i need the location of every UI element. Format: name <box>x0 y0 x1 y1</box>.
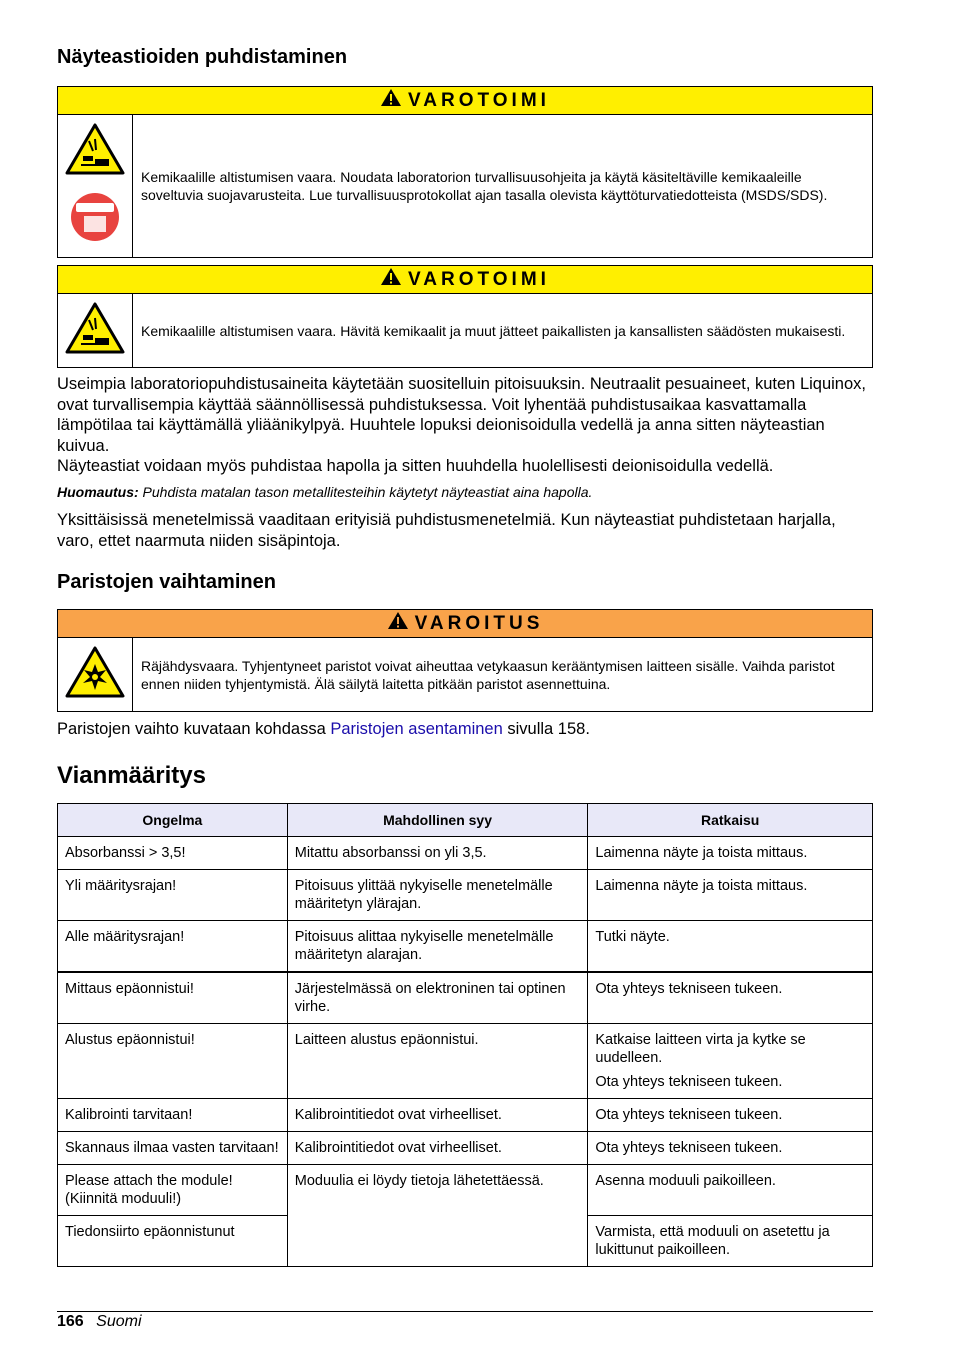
chemical-hazard-icon <box>65 123 125 180</box>
note <box>57 484 592 500</box>
caution-icons-1 <box>58 115 133 257</box>
table-cell-problem: Tiedonsiirto epäonnistunut <box>58 1216 288 1267</box>
caution-text-2: Kemikaalille altistumisen vaara. Hävitä kemikaalit ja muut jätteet paikallisten ja kansallisten säädösten mukaisesti. <box>141 322 846 339</box>
caution-text-1: Kemikaalille altistumisen vaara. Noudata laboratorion turvallisuusohjeita ja käytä käsiteltäville kemikaaleille soveltuvia suojavarusteita. Lue turvallisuusprotokollat ajan tasalla olevista käyttöturvatiedotteista (MSDS/SDS). <box>141 169 828 203</box>
table-cell-cause: Mitattu absorbanssi on yli 3,5. <box>287 837 588 870</box>
table-cell-solution: Varmista, että moduuli on asetettu ja lukittunut paikoilleen. <box>588 1216 873 1267</box>
column-header-problem: Ongelma <box>58 804 288 837</box>
table-row <box>58 1024 873 1099</box>
table-cell-problem: Yli määritysrajan! <box>58 870 288 921</box>
caution-box-1 <box>57 86 873 258</box>
warning-triangle-icon <box>380 267 402 292</box>
reference-text-post: sivulla 158. <box>502 720 590 738</box>
table-cell-problem: Mittaus epäonnistui! <box>58 972 288 1024</box>
footer-language: Suomi <box>96 1313 142 1330</box>
warning-triangle-icon <box>380 88 402 113</box>
caution-box-2 <box>57 265 873 368</box>
table-cell-cause: Pitoisuus ylittää nykyiselle menetelmälle määritetyn ylärajan. <box>287 870 588 921</box>
footer-divider <box>57 1311 873 1312</box>
table-cell-cause: Kalibrointitiedot ovat virheelliset. <box>287 1099 588 1132</box>
column-header-solution: Ratkaisu <box>588 804 873 837</box>
table-cell-cause: Järjestelmässä on elektroninen tai optinen virhe. <box>287 972 588 1024</box>
caution-label-2: VAROTOIMI <box>408 268 550 290</box>
paragraph-acid-cleaning: Näyteastiat voidaan myös puhdistaa hapolla ja sitten huuhdella huolellisesti deionisoidulla vedellä. <box>57 457 774 475</box>
table-row <box>58 1132 873 1165</box>
table-cell-solution: Ota yhteys tekniseen tukeen. <box>588 1132 873 1165</box>
note-text: Puhdista matalan tason metallitesteihin käytetyt näyteastiat aina hapolla. <box>138 484 593 500</box>
table-cell-solution: Ota yhteys tekniseen tukeen. <box>588 1099 873 1132</box>
paragraph-battery-reference <box>57 719 873 740</box>
table-cell-problem: Please attach the module! (Kiinnitä moduuli!) <box>58 1165 288 1216</box>
warning-label: VAROITUS <box>414 612 544 634</box>
troubleshooting-table <box>57 803 873 1267</box>
table-cell-problem: Alle määritysrajan! <box>58 921 288 973</box>
reference-text-pre: Paristojen vaihto kuvataan kohdassa <box>57 720 331 738</box>
table-cell-problem: Kalibrointi tarvitaan! <box>58 1099 288 1132</box>
table-cell-solution: Ota yhteys tekniseen tukeen. <box>588 972 873 1024</box>
battery-install-link[interactable]: Paristojen asentaminen <box>330 720 503 738</box>
table-row <box>58 870 873 921</box>
warning-text: Räjähdysvaara. Tyhjentyneet paristot voivat aiheuttaa vetykaasun kerääntymisen laitteen sisälle. Vaihda paristot ennen niiden tyhjentymistä. Älä säilytä laitetta pitkään paristot asennettuina. <box>141 657 835 692</box>
note-label: Huomautus: <box>57 484 139 500</box>
solution-step-1: Katkaise laitteen virta ja kytke se uudelleen. <box>595 1032 806 1066</box>
table-cell-cause: Kalibrointitiedot ovat virheelliset. <box>287 1132 588 1165</box>
section-title-cleaning: Näyteastioiden puhdistaminen <box>57 46 348 68</box>
table-row <box>58 1099 873 1132</box>
chemical-hazard-icon <box>65 302 125 359</box>
section-title-batteries: Paristojen vaihtaminen <box>57 571 276 593</box>
page-footer <box>57 1313 142 1331</box>
caution-label-1: VAROTOIMI <box>408 89 550 111</box>
warning-box <box>57 609 873 712</box>
face-shield-icon <box>70 188 120 249</box>
solution-step-2: Ota yhteys tekniseen tukeen. <box>595 1074 783 1090</box>
paragraph-cleaning-agents: Useimpia laboratoriopuhdistusaineita käytetään suositelluin pitoisuuksin. Neutraalit pesuaineet, kuten Liquinox, ovat turvallisempia käyttää säännöllisessä puhdistuksessa. Voit lyhentää puhdistusaikaa kasvattamalla lämpötilaa tai käyttämällä yliäänikylpyä. Huuhtele lopuksi deionisoidulla vedellä ja anna sitten näyteastian kuivua. <box>57 375 866 455</box>
caution-icons-2 <box>58 294 133 367</box>
table-row <box>58 972 873 1024</box>
table-cell-solution: Laimenna näyte ja toista mittaus. <box>588 837 873 870</box>
column-header-cause: Mahdollinen syy <box>287 804 588 837</box>
table-row <box>58 921 873 973</box>
section-title-troubleshooting: Vianmääritys <box>57 762 206 789</box>
page-number: 166 <box>57 1313 84 1330</box>
caution-header-1 <box>58 87 872 115</box>
warning-triangle-icon <box>387 611 409 636</box>
table-row <box>58 837 873 870</box>
warning-icons <box>58 638 133 711</box>
table-cell-problem: Alustus epäonnistui! <box>58 1024 288 1099</box>
table-header-row <box>58 804 873 837</box>
table-cell-solution: Laimenna näyte ja toista mittaus. <box>588 870 873 921</box>
table-cell-cause: Moduulia ei löydy tietoja lähetettäessä. <box>287 1165 588 1267</box>
table-cell-solution: Tutki näyte. <box>588 921 873 973</box>
paragraph-brush-cleaning: Yksittäisissä menetelmissä vaaditaan erityisiä puhdistusmenetelmiä. Kun näyteastiat puhdistetaan harjalla, varo, ettet naarmuta niiden sisäpintoja. <box>57 511 836 550</box>
table-cell-cause: Laitteen alustus epäonnistui. <box>287 1024 588 1099</box>
caution-header-2 <box>58 266 872 294</box>
table-cell-solution: Asenna moduuli paikoilleen. <box>588 1165 873 1216</box>
table-cell-problem: Absorbanssi > 3,5! <box>58 837 288 870</box>
table-cell-solution <box>588 1024 873 1099</box>
explosion-hazard-icon <box>65 646 125 703</box>
table-cell-problem: Skannaus ilmaa vasten tarvitaan! <box>58 1132 288 1165</box>
table-row <box>58 1165 873 1216</box>
warning-header <box>58 610 872 638</box>
table-cell-cause: Pitoisuus alittaa nykyiselle menetelmälle määritetyn alarajan. <box>287 921 588 973</box>
